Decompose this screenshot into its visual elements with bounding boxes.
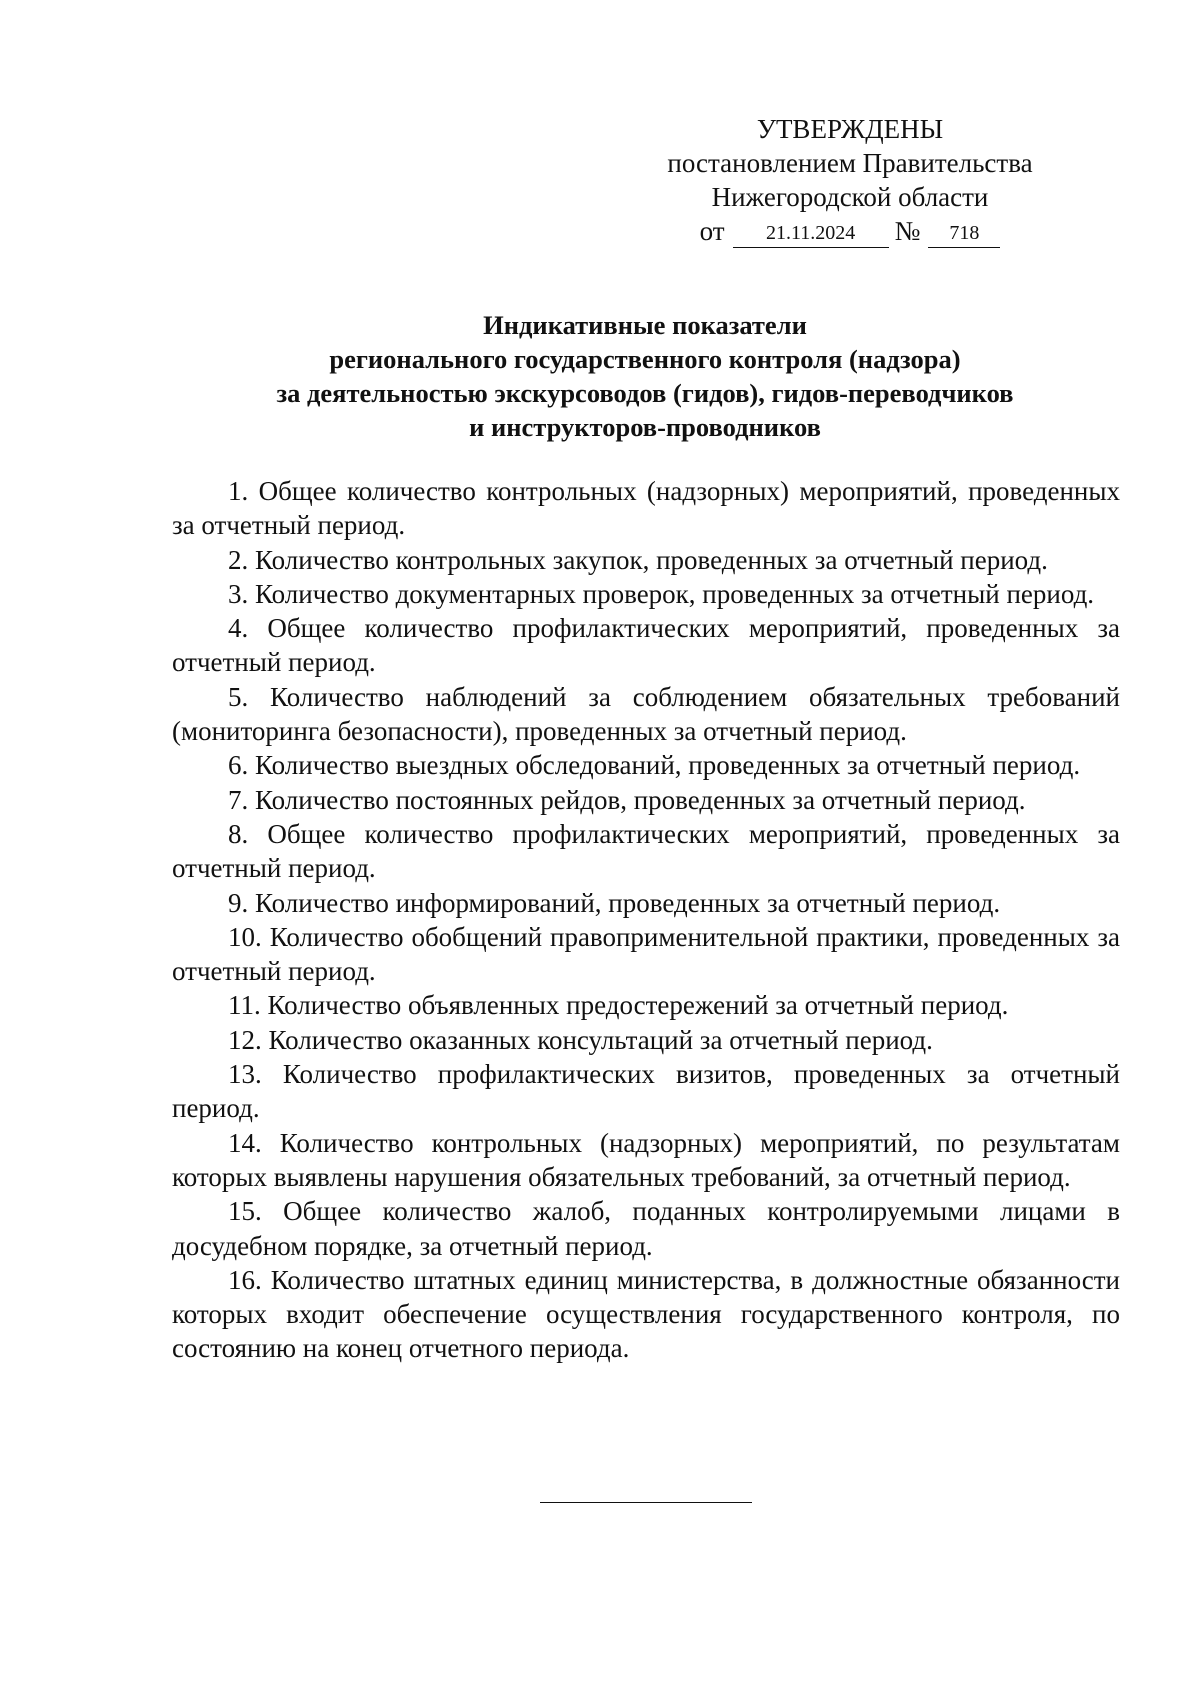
- list-item: 1. Общее количество контрольных (надзорных) мероприятий, проведенных за отчетный период.: [172, 476, 1120, 541]
- approval-heading: УТВЕРЖДЕНЫ: [756, 114, 944, 144]
- list-item: 2. Количество контрольных закупок, проведенных за отчетный период.: [228, 544, 1048, 575]
- list-item: 9. Количество информирований, проведенных за отчетный период.: [228, 887, 1001, 918]
- list-item: 5. Количество наблюдений за соблюдением обязательных требований (мониторинга безопасности), проведенных за отчетный период.: [172, 681, 1120, 747]
- list-item: 4. Общее количество профилактических мероприятий, проведенных за отчетный период.: [172, 613, 1120, 678]
- indicator-list: [172, 474, 1120, 1366]
- document-title: [170, 308, 1120, 444]
- list-item: 6. Количество выездных обследований, проведенных за отчетный период.: [228, 750, 1081, 781]
- list-item: 16. Количество штатных единиц министерства, в должностные обязанности которых входит обеспечение осуществления государственного контроля, по состоянию на конец отчетного периода.: [172, 1264, 1120, 1364]
- title-line-2: регионального государственного контроля (надзора): [329, 344, 961, 374]
- list-item: 10. Количество обобщений правоприменительной практики, проведенных за отчетный период.: [172, 921, 1120, 987]
- approval-date: 21.11.2024: [733, 221, 889, 248]
- list-item: 12. Количество оказанных консультаций за отчетный период.: [228, 1024, 933, 1055]
- approval-date-line: [630, 214, 1070, 248]
- approval-line-2: Нижегородской области: [711, 182, 989, 212]
- title-line-3: за деятельностью экскурсоводов (гидов), гидов-переводчиков: [276, 378, 1014, 408]
- list-item: 7. Количество постоянных рейдов, проведенных за отчетный период.: [228, 784, 1026, 815]
- title-line-4: и инструкторов-проводников: [469, 412, 821, 442]
- closing-rule: [540, 1502, 752, 1503]
- date-prefix-label: от: [699, 216, 725, 246]
- list-item: 11. Количество объявленных предостережений за отчетный период.: [228, 990, 1009, 1021]
- list-item: 14. Количество контрольных (надзорных) мероприятий, по результатам которых выявлены нарушения обязательных требований, за отчетный период.: [172, 1127, 1120, 1192]
- list-item: 3. Количество документарных проверок, проведенных за отчетный период.: [228, 578, 1095, 609]
- approval-number: 718: [928, 221, 1000, 248]
- list-item: 15. Общее количество жалоб, поданных контролируемыми лицами в досудебном порядке, за отчетный период.: [172, 1196, 1120, 1261]
- title-line-1: Индикативные показатели: [483, 310, 807, 340]
- approval-block: [630, 112, 1070, 248]
- list-item: 8. Общее количество профилактических мероприятий, проведенных за отчетный период.: [172, 818, 1120, 884]
- list-item: 13. Количество профилактических визитов, проведенных за отчетный период.: [172, 1059, 1120, 1124]
- approval-line-1: постановлением Правительства: [667, 148, 1033, 178]
- number-sign-label: №: [894, 216, 921, 246]
